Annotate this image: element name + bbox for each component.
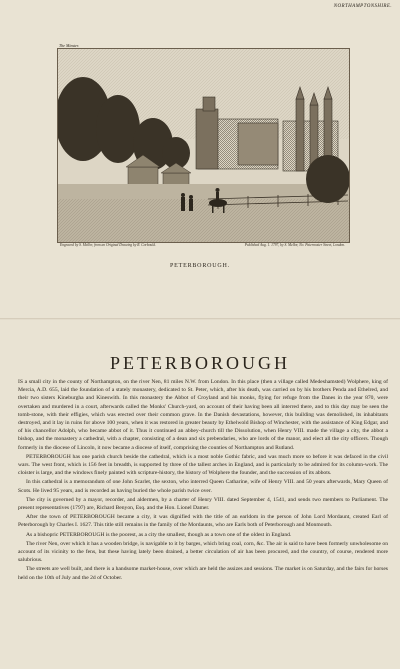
- paragraph: The streets are well built, and there is a handsome market-house, over which are held the assizes and sessions. The market is on Saturday, and the fairs for horses held on the 10th of July and the 2d of October.: [18, 566, 388, 581]
- publisher-credit: Published Aug. 1. 1797, by S. Mellor, No. Paternoster Street, London.: [244, 243, 345, 247]
- plate-tag: The Minster.: [59, 43, 79, 48]
- engraving-plate: [57, 48, 350, 243]
- paragraph: After the town of PETERBOROUGH became a city, it was dignified with the title of an earldom in the person of John Lord Mordaunt, created Earl of Peterborough by Charles I. 1627. This title still remains in the family of the Mordaunts, who are Earls both of Peterborough and Monmouth.: [18, 514, 388, 529]
- paragraph: PETERBOROUGH has one parish church beside the cathedral, which is a most noble Gothic fabric, and was much more so before it was defaced in the civil wars. The west front, which is 156 feet in breadth, is supported by three of the tallest arches in England, and is particularly to be admired for its column-work. The cloister is large, and the windows finely painted with scripture-history, the history of Wolphere the founder, and the succession of its abbots.: [18, 453, 388, 477]
- article-body: [18, 378, 388, 583]
- plate-caption: PETERBOROUGH.: [170, 263, 230, 269]
- paragraph: IS a small city in the county of Northampton, on the river Nen, 81 miles N.W. from London. In this place (then a village called Medeshamsted) Wolphere, king of Mercia, A.D. 655, laid the foundation of a stately monastery, dedicated to St. Peter, which, after his death, was carried on by his brothers Penda and Ethelred, and their two sisters Kineburgha and Kineswith. In this monastery the Abbot of Croyland and his monks, flying for refuge from the Danes in the year 870, were overtaken and murdered in a court, afterwards called the Monks' Church-yard, on account of their having been all interred there, and to this day may be seen the tomb-stone, with their effigies, which was erected over their common grave. In the Danish devastations, however, this building was demolished, its inhabitants destroyed, and it lay in ruins for above 100 years, when it was restored in greater beauty by Ethelwold Bishop of Winchester, with the assistance of King Edgar, and of his chancellor Adolph, who became abbot of it. Thus it continued an abbey-church till the Dissolution, when Henry VIII. made the village a city, the abbot a bishop, and the monastery a cathedral, with a chapter, consisting of a dean and six prebendaries, who are lords of the manor, and elect all the city officers. Though formerly in the diocese of Lincoln, it now became a diocese of itself, comprising the counties of Northampton and Rutland.: [18, 379, 388, 451]
- paragraph: As a bishopric PETERBOROUGH is the poorest, as a city the smallest, though as a town one of the oldest in England.: [26, 531, 292, 538]
- county-heading: NORTHAMPTONSHIRE.: [333, 4, 392, 9]
- tree-right: [306, 155, 349, 203]
- paragraph: The city is governed by a mayor, recorder, and aldermen, by a charter of Henry VIII. dated September 4, 1541, and sends two members to Parliament. The present representatives (1797) are, Richard Benyon, Esq. and the Hon. Lionel Damer.: [18, 496, 388, 512]
- engraver-credit: Engraved by S. Mellor, from an Original Drawing by R. Corbould.: [60, 243, 156, 247]
- paragraph: The river Nen, over which it has a wooden bridge, is navigable to it by barges, which bring coal, corn, &c. The air is said to have been formerly unwholesome on account of its vicinity to the fens, but these having lately been drained, a better circulation of air has been procured, and the country, of course, rendered more salubrious.: [18, 540, 388, 564]
- article-title: PETERBOROUGH: [109, 353, 290, 373]
- paragraph: In this cathedral is a memorandum of one John Scarlet, the sexton, who interred Queen Catharine, wife of Henry VIII. and 50 years afterwards, Mary Queen of Scots. He lived 95 years, and is recorded as having buried the whole parish twice over.: [18, 479, 388, 494]
- cathedral-engraving: [58, 49, 349, 242]
- page-fold: [0, 318, 400, 320]
